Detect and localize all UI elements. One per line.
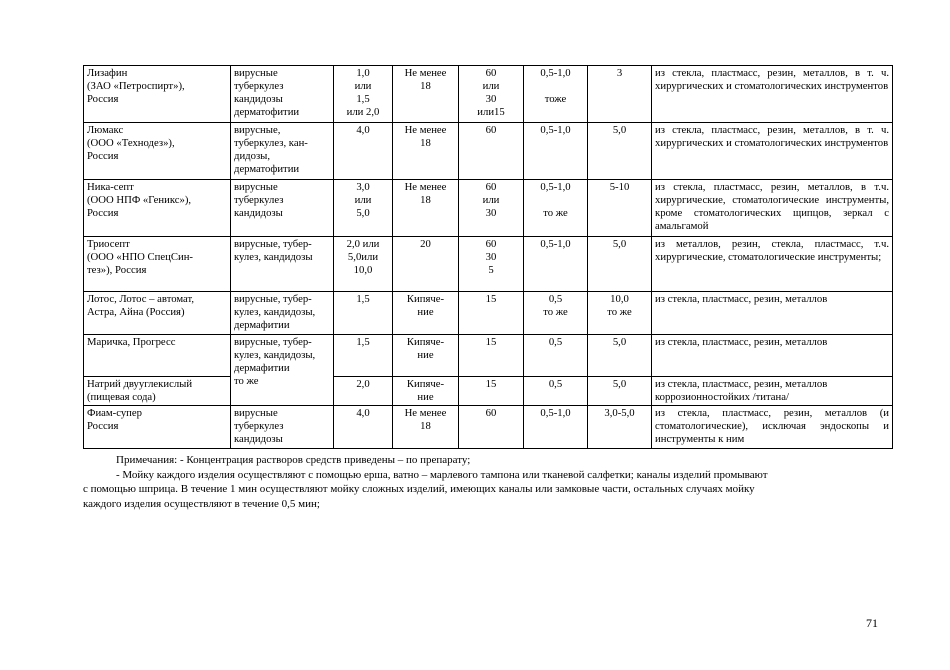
activity-cell: вирусные, туберкулез, кан- дидозы, дерматофитии — [231, 123, 334, 180]
concentration-cell: 1,5 — [334, 292, 393, 335]
time-cell: 15 — [459, 292, 524, 335]
temperature-cell: Не менее 18 — [393, 406, 459, 449]
temperature-cell: Не менее 18 — [393, 123, 459, 180]
time-cell: 15 — [459, 335, 524, 377]
activity-cell: вирусные, тубер- кулез, кандидозы — [231, 237, 334, 292]
note-line: Примечания: - Концентрация растворов средств приведены – по препарату; — [116, 454, 471, 466]
rinse2-cell: 10,0 то же — [588, 292, 652, 335]
temperature-cell: Кипяче- ние — [393, 292, 459, 335]
concentration-cell: 4,0 — [334, 406, 393, 449]
note-line: каждого изделия осуществляют в течение 0,5 мин; — [83, 497, 320, 510]
page-number: 71 — [866, 616, 878, 630]
time-cell: 60 — [459, 406, 524, 449]
product-name-cell: Фиам-супер Россия — [84, 406, 231, 449]
concentration-cell: 1,0 или 1,5 или 2,0 — [334, 66, 393, 123]
product-name-cell: Триосепт (ООО «НПО СпецСин- тез»), Россия — [84, 237, 231, 292]
product-name-cell: Люмакс (ООО «Технодез»), Россия — [84, 123, 231, 180]
table-row — [84, 377, 893, 406]
table-row — [84, 335, 893, 377]
purpose-cell: из стекла, пластмасс, резин, металлов, в т.ч. хирургические, стоматологические инструменты, кроме стоматологических щипцов, зеркал с амальгамой — [652, 180, 893, 237]
table-row — [84, 292, 893, 335]
rinse-cell: 0,5 то же — [524, 292, 588, 335]
table-notes — [83, 453, 892, 511]
activity-cell: вирусные, тубер- кулез, кандидозы, дермафитии — [231, 292, 334, 335]
rinse-cell: 0,5 — [524, 335, 588, 377]
time-cell: 60 или 30 — [459, 180, 524, 237]
product-name-cell: Лизафин (ЗАО «Петроспирт»), Россия — [84, 66, 231, 123]
table-row — [84, 180, 893, 237]
temperature-cell: Не менее 18 — [393, 180, 459, 237]
rinse-cell: 0,5 — [524, 377, 588, 406]
rinse-cell: 0,5-1,0 — [524, 123, 588, 180]
activity-cell: вирусные, тубер- кулез, кандидозы, дермафитии то же — [231, 335, 334, 406]
rinse2-cell: 5-10 — [588, 180, 652, 237]
disinfectants-table — [83, 65, 893, 449]
purpose-cell: из стекла, пластмасс, резин, металлов, в т. ч. хирургических и стоматологических инструментов — [652, 123, 893, 180]
rinse2-cell: 5,0 — [588, 237, 652, 292]
purpose-cell: из стекла, пластмасс, резин, металлов — [652, 292, 893, 335]
table-row — [84, 123, 893, 180]
product-name-cell: Лотос, Лотос – автомат, Астра, Айна (Россия) — [84, 292, 231, 335]
time-cell: 60 — [459, 123, 524, 180]
purpose-cell: из стекла, пластмасс, резин, металлов (и стоматологические), исключая эндоскопы и инструменты к ним — [652, 406, 893, 449]
note-line: с помощью шприца. В течение 1 мин осуществляют мойку сложных изделий, имеющих каналы или замковые части, остальных случаях мойку — [83, 483, 755, 495]
temperature-cell: Кипяче- ние — [393, 335, 459, 377]
purpose-cell: из стекла, пластмасс, резин, металлов, в т. ч. хирургических и стоматологических инструментов — [652, 66, 893, 123]
time-cell: 15 — [459, 377, 524, 406]
rinse-cell: 0,5-1,0 тоже — [524, 66, 588, 123]
product-name-cell: Ника-септ (ООО НПФ «Геникс»), Россия — [84, 180, 231, 237]
activity-cell: вирусные туберкулез кандидозы — [231, 180, 334, 237]
rinse2-cell: 5,0 — [588, 377, 652, 406]
time-cell: 60 30 5 — [459, 237, 524, 292]
temperature-cell: 20 — [393, 237, 459, 292]
purpose-cell: из стекла, пластмасс, резин, металлов коррозионностойких /титана/ — [652, 377, 893, 406]
table-row — [84, 66, 893, 123]
concentration-cell: 2,0 или 5,0или 10,0 — [334, 237, 393, 292]
rinse-cell: 0,5-1,0 то же — [524, 180, 588, 237]
activity-cell: вирусные туберкулез кандидозы — [231, 406, 334, 449]
rinse-cell: 0,5-1,0 — [524, 406, 588, 449]
temperature-cell: Не менее 18 — [393, 66, 459, 123]
concentration-cell: 3,0 или 5,0 — [334, 180, 393, 237]
rinse2-cell: 3 — [588, 66, 652, 123]
note-line: - Мойку каждого изделия осуществляют с помощью ерша, ватно – марлевого тампона или тканевой салфетки; каналы изделий промывают — [116, 468, 768, 481]
rinse2-cell: 5,0 — [588, 335, 652, 377]
activity-cell: вирусные туберкулез кандидозы дерматофитии — [231, 66, 334, 123]
product-name-cell: Натрий двууглекислый (пищевая сода) — [84, 377, 231, 406]
rinse2-cell: 3,0-5,0 — [588, 406, 652, 449]
table-row — [84, 237, 893, 292]
concentration-cell: 1,5 — [334, 335, 393, 377]
temperature-cell: Кипяче- ние — [393, 377, 459, 406]
product-name-cell: Маричка, Прогресс — [84, 335, 231, 377]
concentration-cell: 2,0 — [334, 377, 393, 406]
concentration-cell: 4,0 — [334, 123, 393, 180]
rinse-cell: 0,5-1,0 — [524, 237, 588, 292]
time-cell: 60 или 30 или15 — [459, 66, 524, 123]
table-row — [84, 406, 893, 449]
rinse2-cell: 5,0 — [588, 123, 652, 180]
purpose-cell: из металлов, резин, стекла, пластмасс, т.ч. хирургические, стоматологические инструменты; — [652, 237, 893, 292]
purpose-cell: из стекла, пластмасс, резин, металлов — [652, 335, 893, 377]
